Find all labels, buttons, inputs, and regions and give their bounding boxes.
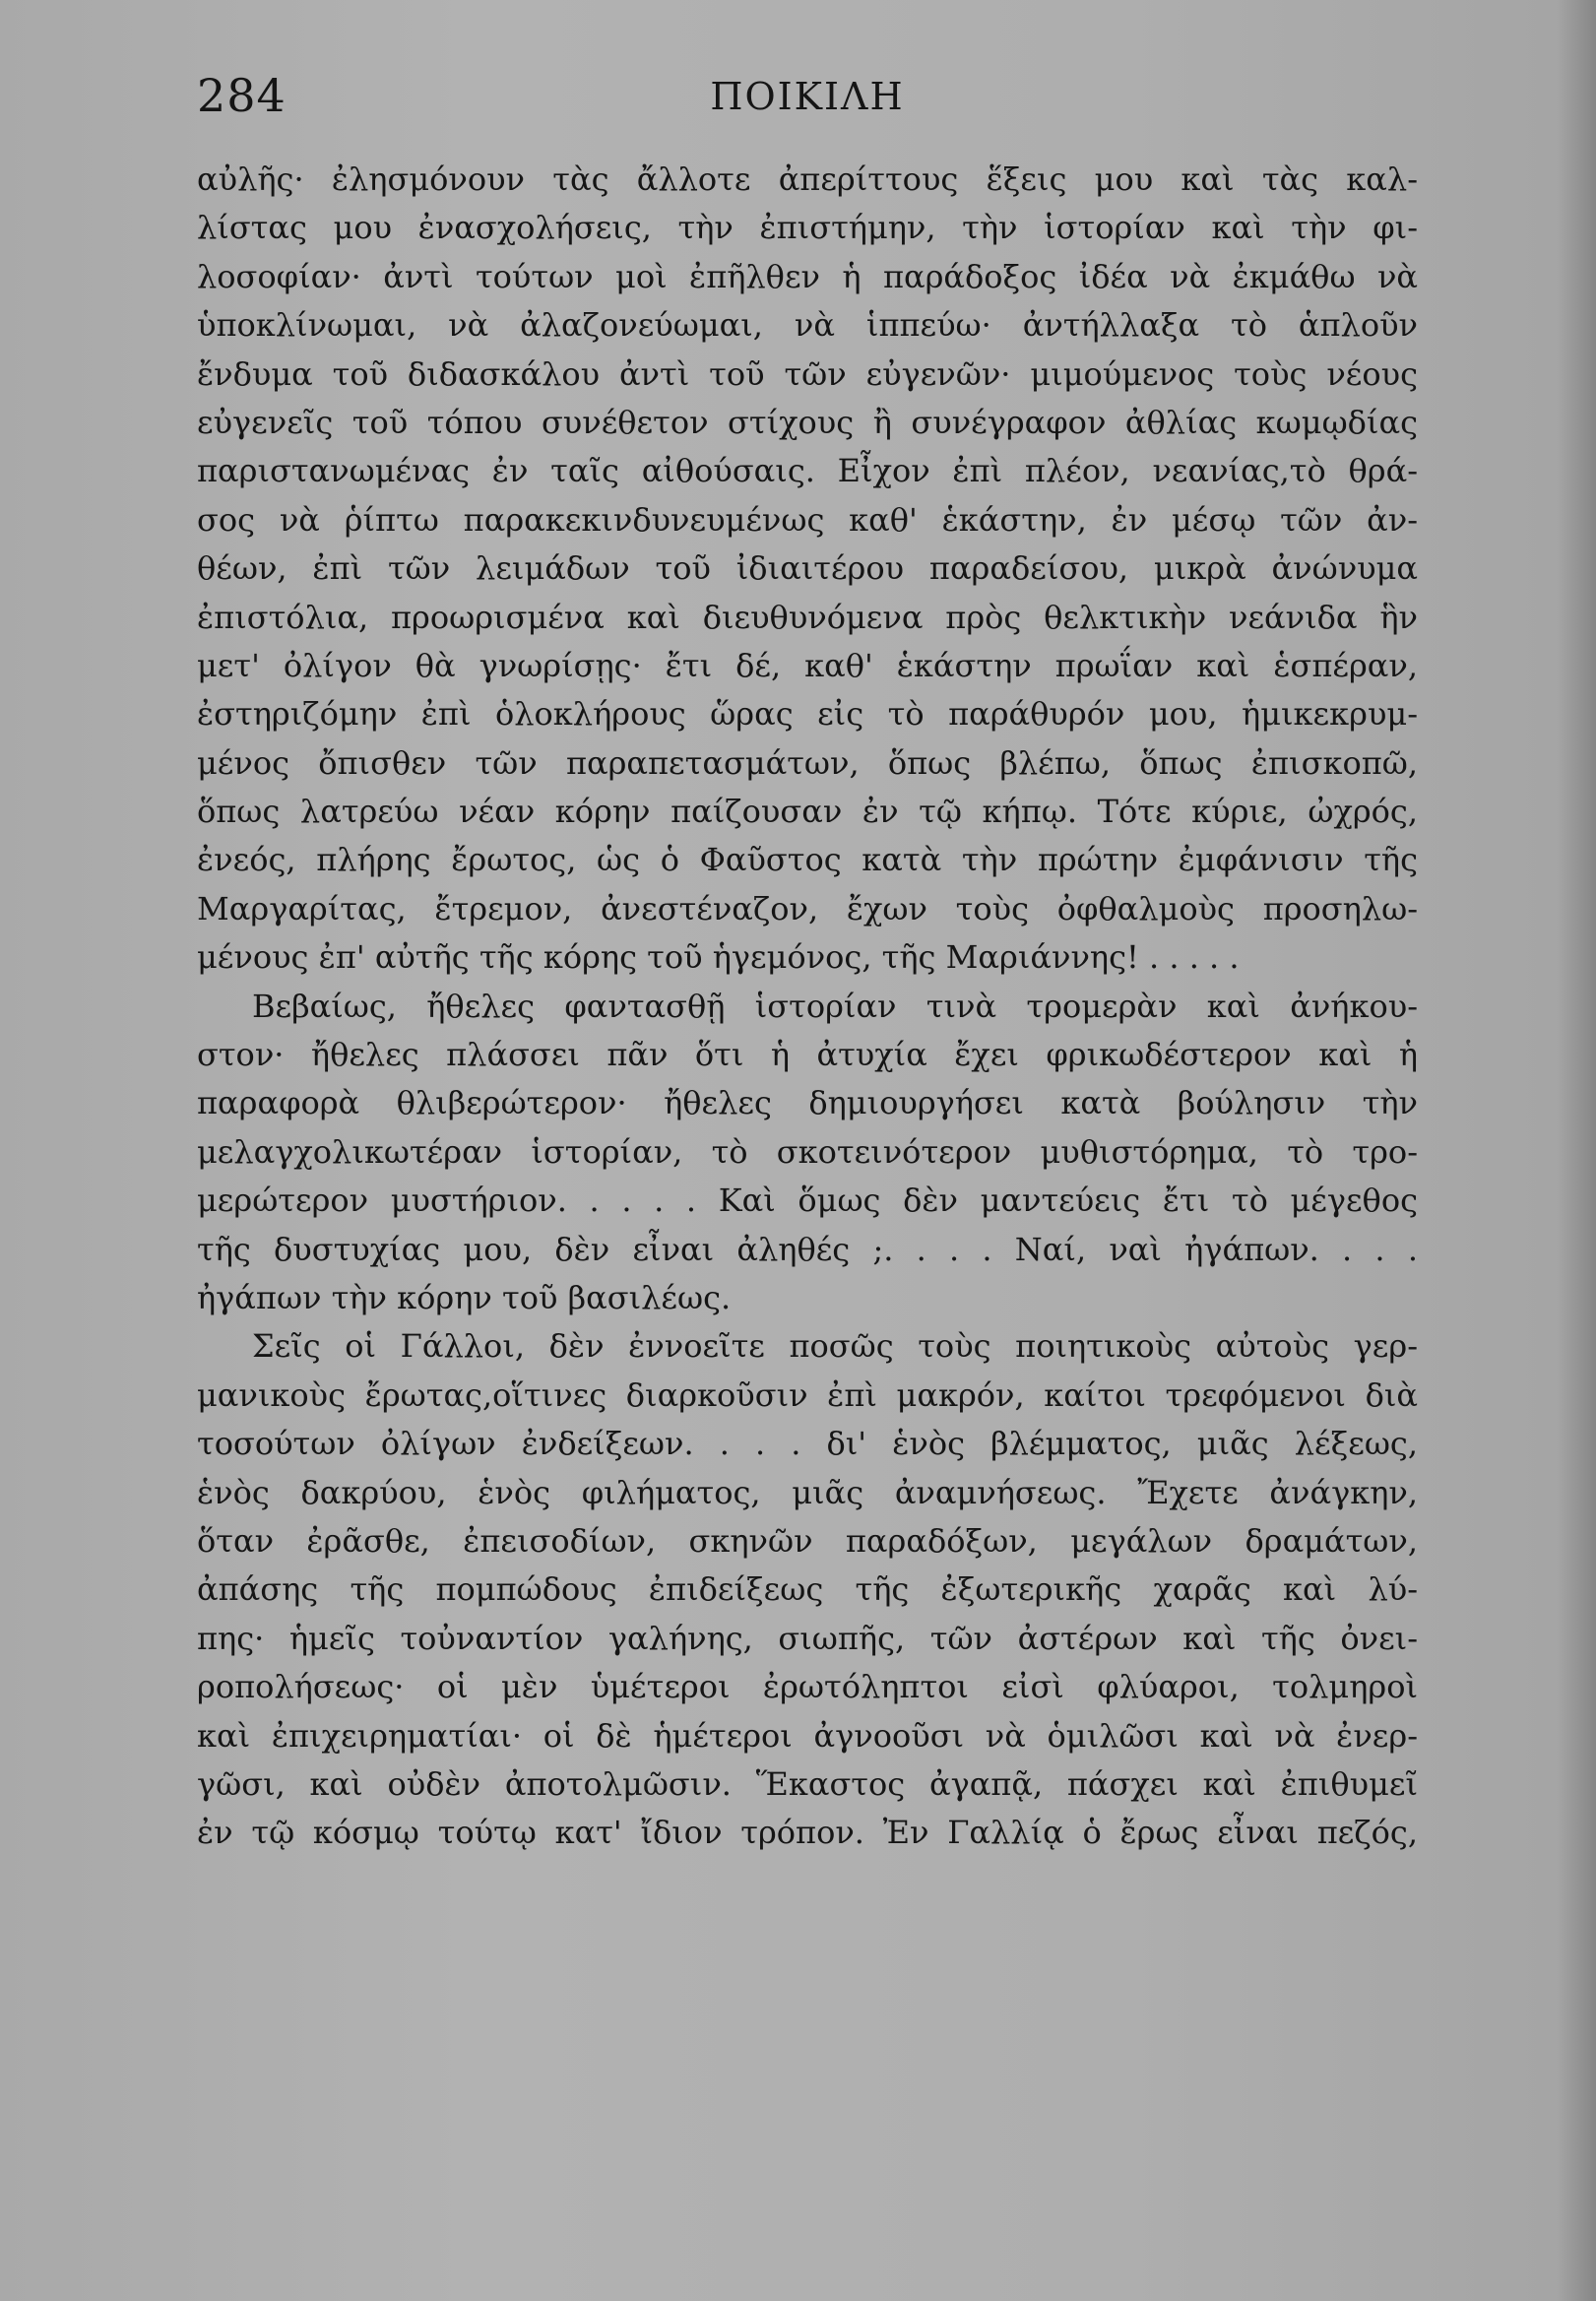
text-line: γῶσι, καὶ οὐδὲν ἀποτολμῶσιν. Ἕκαστος ἀγαπᾷ, πάσχει καὶ ἐπιθυμεῖ	[197, 1764, 1418, 1803]
text-line: ὅπως λατρεύω νέαν κόρην παίζουσαν ἐν τῷ κήπῳ. Τότε κύριε, ὠχρός,	[197, 793, 1418, 831]
text-line: ἠγάπων τὴν κόρην τοῦ βασιλέως.	[197, 1278, 732, 1316]
text-line: λίστας μου ἐνασχολήσεις, τὴν ἐπιστήμην, τὴν ἱστορίαν καὶ τὴν φι-	[197, 209, 1418, 247]
text-line: ἀπάσης τῆς πομπώδους ἐπιδείξεως τῆς ἐξωτερικῆς χαρᾶς καὶ λύ-	[197, 1570, 1418, 1609]
text-line: μένους ἐπ' αὐτῆς τῆς κόρης τοῦ ἡγεμόνος, τῆς Μαριάννης! . . . . .	[197, 938, 1240, 977]
text-line: ὅταν ἐρᾶσθε, ἐπεισοδίων, σκηνῶν παραδόξων, μεγάλων δραμάτων,	[197, 1521, 1418, 1560]
text-line: ἐπιστόλια, προωρισμένα καὶ διευθυνόμενα πρὸς θελκτικὴν νεάνιδα ἣν	[197, 598, 1418, 636]
text-line: ἐν τῷ κόσμῳ τούτῳ κατ' ἴδιον τρόπον. Ἐν Γαλλίᾳ ὁ ἔρως εἶναι πεζός,	[197, 1814, 1418, 1852]
text-line: ὑποκλίνωμαι, νὰ ἀλαζονεύωμαι, νὰ ἱππεύω· ἀντήλλαξα τὸ ἁπλοῦν	[197, 306, 1418, 345]
text-line: ἐστηριζόμην ἐπὶ ὁλοκλήρους ὥρας εἰς τὸ παράθυρόν μου, ἡμικεκρυμ-	[197, 695, 1418, 734]
text-line: λοσοφίαν· ἀντὶ τούτων μοὶ ἐπῆλθεν ἡ παράδοξος ἰδέα νὰ ἐκμάθω νὰ	[197, 257, 1418, 295]
text-line: Μαργαρίτας, ἔτρεμον, ἀνεστέναζον, ἔχων τοὺς ὀφθαλμοὺς προσηλω-	[197, 889, 1418, 927]
paragraph-start-line: Σεῖς οἱ Γάλλοι, δὲν ἐννοεῖτε ποσῶς τοὺς ποιητικοὺς αὐτοὺς γερ-	[252, 1327, 1418, 1366]
text-line: μένος ὄπισθεν τῶν παραπετασμάτων, ὅπως βλέπω, ὅπως ἐπισκοπῶ,	[197, 743, 1418, 782]
text-line: μετ' ὀλίγον θὰ γνωρίσῃς· ἔτι δέ, καθ' ἑκάστην πρωΐαν καὶ ἑσπέραν,	[197, 646, 1418, 684]
text-line: καὶ ἐπιχειρηματίαι· οἱ δὲ ἡμέτεροι ἀγνοοῦσι νὰ ὁμιλῶσι καὶ νὰ ἐνερ-	[197, 1716, 1418, 1755]
text-line: τῆς δυστυχίας μου, δὲν εἶναι ἀληθές ;. . . . Ναί, ναὶ ἠγάπων. . . .	[197, 1230, 1418, 1268]
text-line: ροπολήσεως· οἱ μὲν ὑμέτεροι ἐρωτόληπτοι εἰσὶ φλύαροι, τολμηροὶ	[197, 1668, 1418, 1706]
text-line: μανικοὺς ἔρωτας,οἵτινες διαρκοῦσιν ἐπὶ μακρόν, καίτοι τρεφόμενοι διὰ	[197, 1375, 1418, 1414]
paragraph-start-line: Βεβαίως, ἤθελες φαντασθῇ ἱστορίαν τινὰ τρομερὰν καὶ ἀνήκου-	[252, 987, 1418, 1025]
text-line: ἔνδυμα τοῦ διδασκάλου ἀντὶ τοῦ τῶν εὐγενῶν· μιμούμενος τοὺς νέους	[197, 354, 1418, 393]
text-line: εὐγενεῖς τοῦ τόπου συνέθετον στίχους ἢ συνέγραφον ἀθλίας κωμῳδίας	[197, 403, 1418, 441]
page-edge-shadow	[1557, 0, 1596, 2301]
text-line: θέων, ἐπὶ τῶν λειμάδων τοῦ ἰδιαιτέρου παραδείσου, μικρὰ ἀνώνυμα	[197, 549, 1418, 588]
text-line: ἐνεός, πλήρης ἔρωτος, ὡς ὁ Φαῦστος κατὰ τὴν πρώτην ἐμφάνισιν τῆς	[197, 841, 1418, 879]
text-line: παραφορὰ θλιβερώτερον· ἤθελες δημιουργήσει κατὰ βούλησιν τὴν	[197, 1084, 1418, 1122]
text-line: στον· ἤθελες πλάσσει πᾶν ὅτι ἡ ἀτυχία ἔχει φρικωδέστερον καὶ ἡ	[197, 1036, 1418, 1074]
text-line: παριστανωμένας ἐν ταῖς αἰθούσαις. Εἶχον ἐπὶ πλέον, νεανίας,τὸ θρά-	[197, 452, 1418, 490]
page-number: 284	[197, 69, 287, 122]
text-line: τοσούτων ὀλίγων ἐνδείξεων. . . . δι' ἑνὸς βλέμματος, μιᾶς λέξεως,	[197, 1425, 1418, 1463]
running-head	[197, 61, 1418, 140]
body-text	[197, 156, 1418, 1858]
text-line: ἑνὸς δακρύου, ἑνὸς φιλήματος, μιᾶς ἀναμνήσεως. Ἔχετε ἀνάγκην,	[197, 1473, 1418, 1511]
text-line: αὐλῆς· ἐλησμόνουν τὰς ἄλλοτε ἀπερίττους ἕξεις μου καὶ τὰς καλ-	[197, 160, 1418, 198]
text-line: μερώτερον μυστήριον. . . . . Καὶ ὅμως δὲν μαντεύεις ἔτι τὸ μέγεθος	[197, 1182, 1418, 1220]
text-line: μελαγχολικωτέραν ἱστορίαν, τὸ σκοτεινότερον μυθιστόρημα, τὸ τρο-	[197, 1132, 1418, 1171]
text-line: πης· ἡμεῖς τοὐναντίον γαλήνης, σιωπῆς, τῶν ἀστέρων καὶ τῆς ὀνει-	[197, 1619, 1418, 1657]
text-line: σος νὰ ῥίπτω παρακεκινδυνευμένως καθ' ἑκάστην, ἐν μέσῳ τῶν ἀν-	[197, 500, 1418, 539]
running-title: ΠΟΙΚΙΛΗ	[710, 75, 905, 118]
